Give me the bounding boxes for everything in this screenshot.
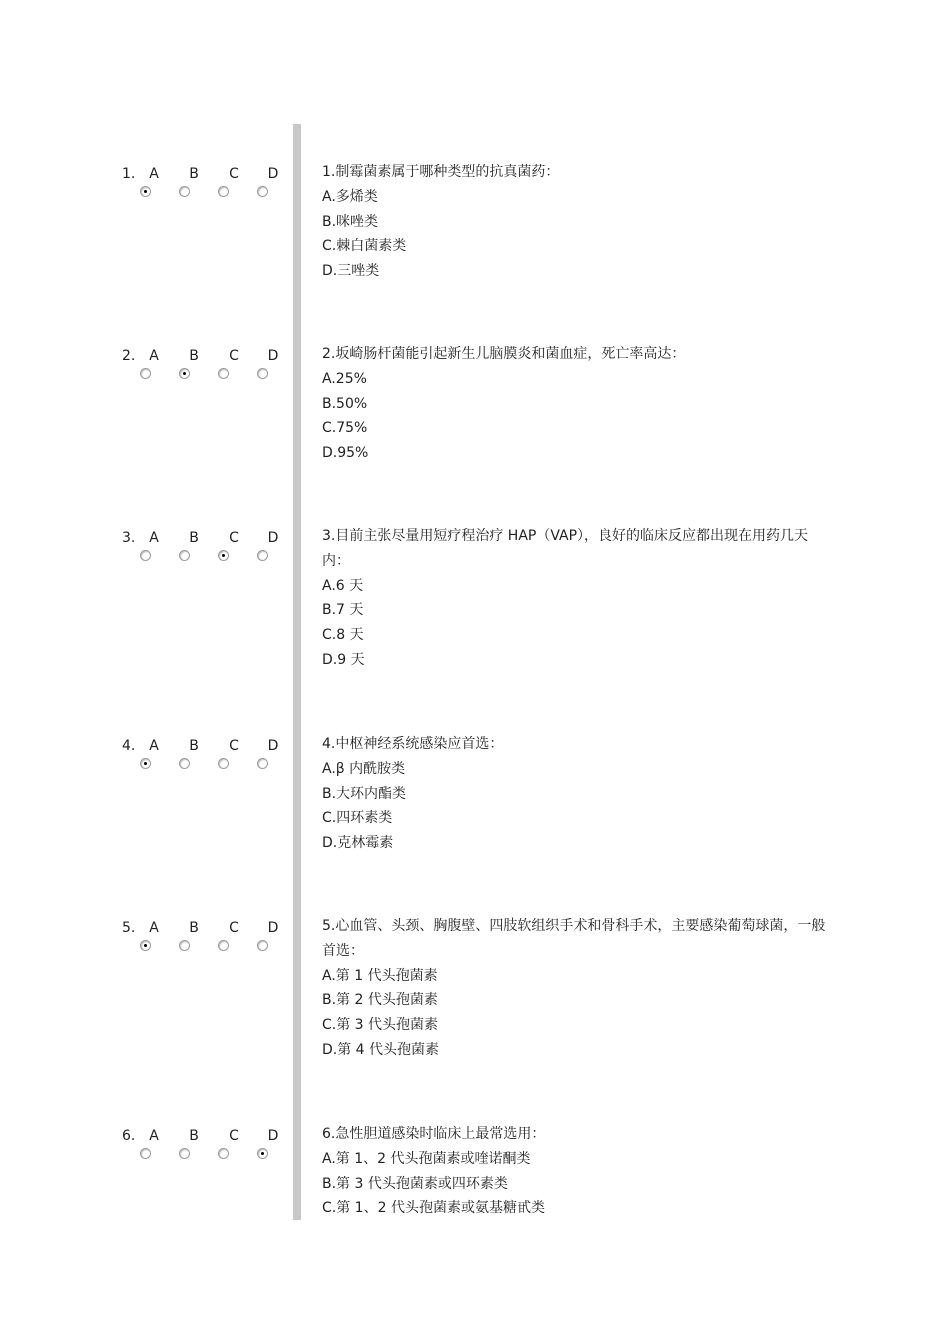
radio-option-c[interactable] <box>218 1148 229 1159</box>
question-text <box>322 914 832 1063</box>
answer-option: B.咪唑类 <box>322 213 379 230</box>
option-letter-b: B <box>189 530 199 546</box>
question-number: 5. <box>122 920 136 936</box>
radio-option-c[interactable] <box>218 186 229 197</box>
option-letter-c: C <box>229 920 239 936</box>
question-number: 4. <box>122 738 136 754</box>
answer-option: B.第 3 代头孢菌素或四环素类 <box>322 1175 508 1192</box>
answer-option: C.棘白菌素类 <box>322 238 407 255</box>
answer-option: C.四环素类 <box>322 810 393 827</box>
answer-option: B.7 天 <box>322 602 364 619</box>
answer-option: D.9 天 <box>322 651 365 668</box>
option-letter-b: B <box>189 348 199 364</box>
answer-option: A.6 天 <box>322 577 364 594</box>
radio-option-a[interactable] <box>140 940 151 951</box>
radio-option-d[interactable] <box>257 186 268 197</box>
radio-option-d[interactable] <box>257 940 268 951</box>
option-letter-c: C <box>229 530 239 546</box>
radio-option-d[interactable] <box>257 758 268 769</box>
radio-option-a[interactable] <box>140 186 151 197</box>
question-text <box>322 732 832 856</box>
option-letter-d: D <box>267 738 279 754</box>
answer-option: D.克林霉素 <box>322 835 394 852</box>
question-stem: 2.坂崎肠杆菌能引起新生儿脑膜炎和菌血症，死亡率高达： <box>322 346 686 362</box>
radio-option-c[interactable] <box>218 940 229 951</box>
option-letter-a: A <box>149 348 159 364</box>
answer-option: A.β 内酰胺类 <box>322 760 406 777</box>
radio-option-b[interactable] <box>179 758 190 769</box>
option-letter-c: C <box>229 348 239 364</box>
radio-option-b[interactable] <box>179 940 190 951</box>
question-stem: 6.急性胆道感染时临床上最常选用： <box>322 1126 546 1142</box>
radio-option-d[interactable] <box>257 1148 268 1159</box>
question-number: 6. <box>122 1128 136 1144</box>
option-letter-b: B <box>189 738 199 754</box>
question-number: 1. <box>122 166 136 182</box>
option-letter-b: B <box>189 920 199 936</box>
question-stem: 1.制霉菌素属于哪种类型的抗真菌药： <box>322 164 560 180</box>
answer-option: A.第 1、2 代头孢菌素或喹诺酮类 <box>322 1150 531 1167</box>
radio-option-a[interactable] <box>140 1148 151 1159</box>
option-letter-c: C <box>229 166 239 182</box>
radio-option-c[interactable] <box>218 368 229 379</box>
column-divider <box>293 124 301 1220</box>
answer-option: C.第 1、2 代头孢菌素或氨基糖甙类 <box>322 1200 545 1217</box>
radio-option-c[interactable] <box>218 758 229 769</box>
option-letter-c: C <box>229 738 239 754</box>
option-letter-d: D <box>267 920 279 936</box>
answer-option: A.多烯类 <box>322 188 378 205</box>
radio-option-d[interactable] <box>257 550 268 561</box>
answer-option: B.第 2 代头孢菌素 <box>322 992 438 1009</box>
option-letter-a: A <box>149 1128 159 1144</box>
option-letter-b: B <box>189 1128 199 1144</box>
option-letter-d: D <box>267 348 279 364</box>
answer-option: B.50% <box>322 395 368 412</box>
option-letter-d: D <box>267 1128 279 1144</box>
radio-option-a[interactable] <box>140 758 151 769</box>
option-letter-d: D <box>267 166 279 182</box>
option-letter-a: A <box>149 738 159 754</box>
question-stem: 4.中枢神经系统感染应首选： <box>322 736 504 752</box>
answer-option: A.第 1 代头孢菌素 <box>322 967 438 984</box>
answer-option: A.25% <box>322 370 367 387</box>
option-letter-a: A <box>149 166 159 182</box>
radio-option-b[interactable] <box>179 368 190 379</box>
question-number: 3. <box>122 530 136 546</box>
answer-option: D.三唑类 <box>322 263 380 280</box>
question-text <box>322 160 832 284</box>
option-letter-d: D <box>267 530 279 546</box>
question-stem: 5.心血管、头颈、胸腹壁、四肢软组织手术和骨科手术，主要感染葡萄球菌，一般首选： <box>322 918 826 959</box>
answer-option: C.75% <box>322 420 368 437</box>
answer-option: D.95% <box>322 445 369 462</box>
radio-option-b[interactable] <box>179 186 190 197</box>
radio-option-b[interactable] <box>179 550 190 561</box>
radio-option-c[interactable] <box>218 550 229 561</box>
radio-option-a[interactable] <box>140 550 151 561</box>
option-letter-b: B <box>189 166 199 182</box>
option-letter-a: A <box>149 920 159 936</box>
option-letter-c: C <box>229 1128 239 1144</box>
answer-option: C.第 3 代头孢菌素 <box>322 1017 439 1034</box>
answer-option: D.第 4 代头孢菌素 <box>322 1041 440 1058</box>
option-letter-a: A <box>149 530 159 546</box>
radio-option-b[interactable] <box>179 1148 190 1159</box>
question-number: 2. <box>122 348 136 364</box>
question-text <box>322 1122 832 1221</box>
answer-option: C.8 天 <box>322 627 364 644</box>
question-text <box>322 524 832 673</box>
radio-option-d[interactable] <box>257 368 268 379</box>
radio-option-a[interactable] <box>140 368 151 379</box>
question-stem: 3.目前主张尽量用短疗程治疗 HAP（VAP），良好的临床反应都出现在用药几天内： <box>322 528 809 569</box>
question-text <box>322 342 832 466</box>
answer-option: B.大环内酯类 <box>322 785 407 802</box>
